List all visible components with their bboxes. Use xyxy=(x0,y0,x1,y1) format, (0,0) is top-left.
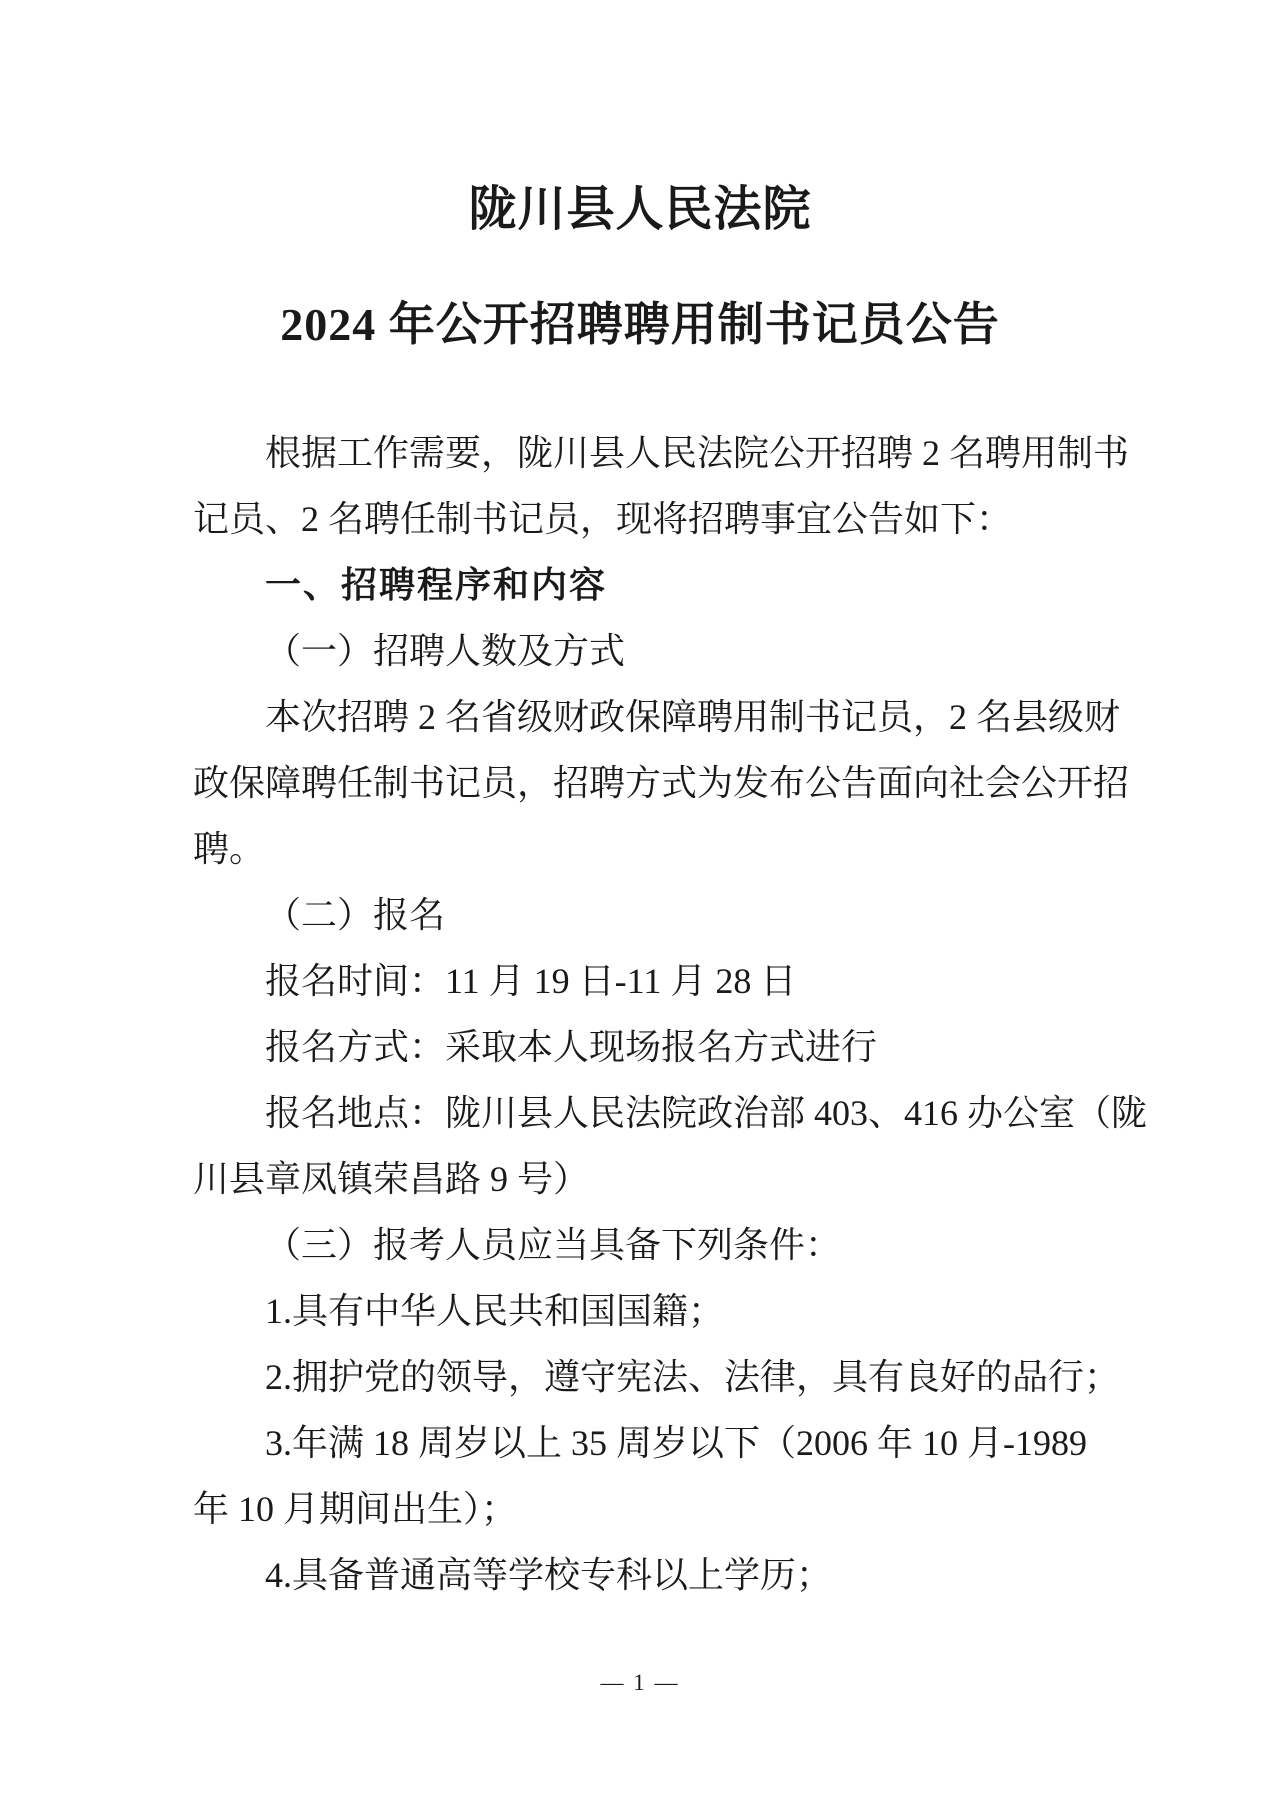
subsection-1-heading: （一）招聘人数及方式 xyxy=(265,631,626,671)
document-title-court: 陇川县人民法院 xyxy=(468,183,812,236)
document-title-announcement: 2024 年公开招聘聘用制书记员公告 xyxy=(280,299,1000,350)
signup-location-line: 报名地点：陇川县人民法院政治部 403、416 办公室（陇 xyxy=(265,1093,1148,1133)
condition-item-4: 4.具备普通高等学校专科以上学历； xyxy=(265,1555,833,1595)
recruit-count-line: 聘。 xyxy=(193,829,266,869)
condition-item-2: 2.拥护党的领导，遵守宪法、法律，具有良好的品行； xyxy=(265,1357,1121,1397)
intro-paragraph-line: 记员、2 名聘任制书记员，现将招聘事宜公告如下： xyxy=(193,499,1013,539)
signup-method-line: 报名方式：采取本人现场报名方式进行 xyxy=(265,1027,878,1067)
subsection-2-heading: （二）报名 xyxy=(265,895,446,935)
recruit-count-line: 本次招聘 2 名省级财政保障聘用制书记员，2 名县级财 xyxy=(265,697,1121,737)
intro-paragraph-line: 根据工作需要，陇川县人民法院公开招聘 2 名聘用制书 xyxy=(265,433,1130,473)
condition-item-1: 1.具有中华人民共和国国籍； xyxy=(265,1291,725,1331)
condition-item-3: 3.年满 18 周岁以上 35 周岁以下（2006 年 10 月-1989 xyxy=(265,1423,1087,1463)
condition-item-3: 年 10 月期间出生）； xyxy=(193,1489,518,1529)
signup-time-line: 报名时间：11 月 19 日-11 月 28 日 xyxy=(265,961,797,1001)
document-body xyxy=(193,420,1148,1608)
section-1-heading: 一、招聘程序和内容 xyxy=(265,564,608,605)
signup-location-line: 川县章凤镇荣昌路 9 号） xyxy=(193,1159,590,1199)
subsection-3-heading: （三）报考人员应当具备下列条件： xyxy=(265,1225,842,1265)
page-number: — 1 — xyxy=(600,1670,680,1695)
recruit-count-line: 政保障聘任制书记员，招聘方式为发布公告面向社会公开招 xyxy=(193,763,1130,803)
